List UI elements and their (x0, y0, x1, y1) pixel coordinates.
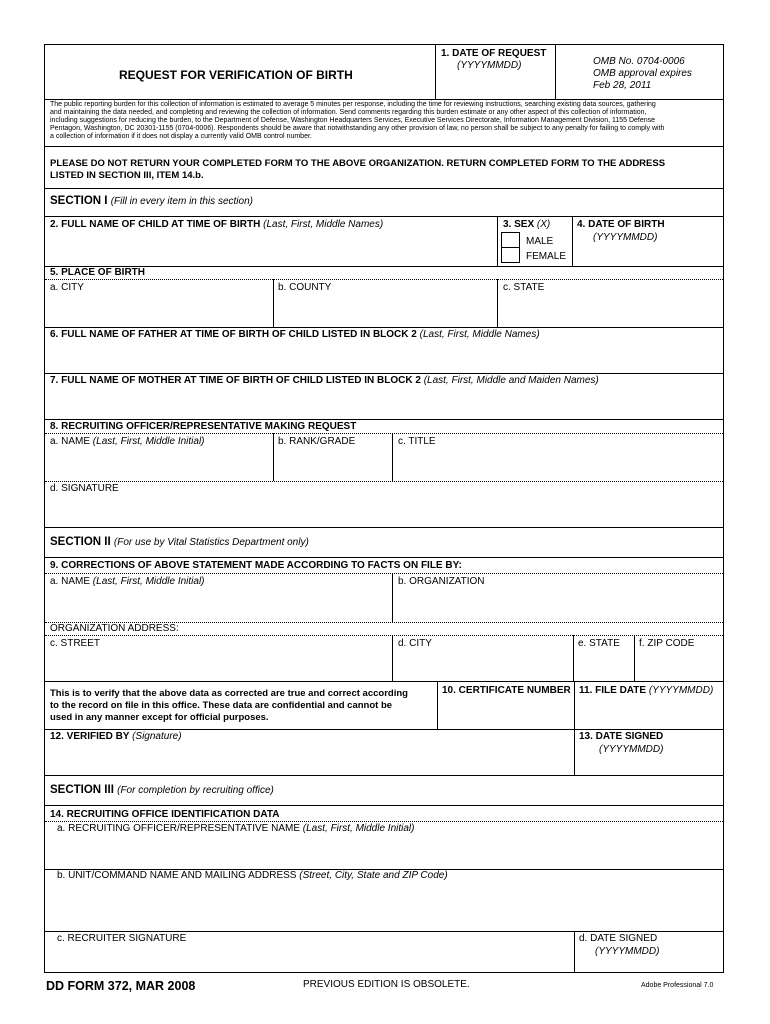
sex-female-checkbox[interactable] (501, 247, 520, 263)
county-label: b. COUNTY (278, 282, 332, 293)
date-signed-field[interactable] (576, 757, 721, 773)
recruiting-officer-label: 8. RECRUITING OFFICER/REPRESENTATIVE MAKING REQUEST (50, 421, 357, 432)
date-of-request-format: (YYYYMMDD) (457, 60, 522, 71)
verified-by-label: 12. VERIFIED BY (Signature) (50, 731, 182, 742)
omb-approval: OMB approval expires (593, 68, 692, 79)
recruiter-signature-field[interactable] (47, 946, 571, 971)
officer-signature-field[interactable] (47, 496, 721, 526)
organization-label: b. ORGANIZATION (398, 576, 485, 587)
title-label: c. TITLE (398, 436, 436, 447)
organization-field[interactable] (394, 589, 721, 620)
officer-name-field[interactable] (47, 449, 271, 479)
omb-number: OMB No. 0704-0006 (593, 56, 685, 67)
verified-by-signature-field[interactable] (47, 745, 571, 773)
mailing-address-label: b. UNIT/COMMAND NAME AND MAILING ADDRESS (Street, City, State and ZIP Code) (57, 870, 448, 881)
return-notice: PLEASE DO NOT RETURN YOUR COMPLETED FORM TO THE ABOVE ORGANIZATION. RETURN COMPLETED FORM TO THE ADDRESS LISTED IN SECTION III, ITEM 14.b. (50, 158, 666, 181)
state-label: c. STATE (503, 282, 545, 293)
date-of-birth-format: (YYYYMMDD) (593, 232, 658, 243)
corrections-name-field[interactable] (47, 589, 390, 620)
representative-name-field[interactable] (47, 837, 721, 867)
recruiter-date-signed-format: (YYYYMMDD) (595, 946, 660, 957)
recruiting-office-data-label: 14. RECRUITING OFFICE IDENTIFICATION DATA (50, 809, 280, 820)
street-label: c. STREET (50, 638, 101, 649)
file-date-label: 11. FILE DATE (YYYYMMDD) (579, 685, 714, 696)
date-of-birth-label: 4. DATE OF BIRTH (577, 219, 665, 230)
date-of-request-field[interactable] (437, 73, 553, 97)
date-of-birth-field[interactable] (574, 245, 721, 264)
form-identifier: DD FORM 372, MAR 2008 (46, 979, 196, 993)
date-signed-label: 13. DATE SIGNED (579, 731, 664, 742)
mother-name-label: 7. FULL NAME OF MOTHER AT TIME OF BIRTH OF CHILD LISTED IN BLOCK 2 (Last, First, Middle and Maiden Names) (50, 375, 599, 386)
child-name-field[interactable] (47, 232, 495, 264)
section-2-heading: SECTION II (For use by Vital Statistics Department only) (50, 536, 309, 548)
certificate-number-field[interactable] (439, 698, 572, 727)
burden-statement: The public reporting burden for this collection of information is estimated to average 5 minutes per response, including the time for reviewing instructions, searching existing data sources, gathering and maintaining the data needed, and completing and reviewing the collection of information. Send comments regarding this burden estimate or any other aspect of this collection of information, including suggestions for reducing the burden, to the Department of Defense, Washington Headquarters Services, Executive Services Directorate, Information Management Division, 1155 Defense Pentagon, Washington, DC 20301-1155 (0704-0006). Respondents should be aware that notwithstanding any other provision of law, no person shall be subject to any penalty for failing to comply with a collection of information if it does not display a currently valid OMB control number. (50, 101, 665, 140)
org-city-field[interactable] (394, 651, 571, 679)
software-note: Adobe Professional 7.0 (641, 982, 714, 989)
representative-name-label: a. RECRUITING OFFICER/REPRESENTATIVE NAME (Last, First, Middle Initial) (57, 823, 415, 834)
sex-male-label: MALE (526, 236, 554, 247)
file-date-field[interactable] (576, 698, 721, 727)
rank-grade-field[interactable] (275, 449, 390, 479)
org-state-field[interactable] (575, 651, 632, 679)
recruiter-date-signed-field[interactable] (576, 959, 721, 971)
signature-label: d. SIGNATURE (50, 483, 119, 494)
father-name-label: 6. FULL NAME OF FATHER AT TIME OF BIRTH OF CHILD LISTED IN BLOCK 2 (Last, First, Middle Names) (50, 329, 540, 340)
sex-label: 3. SEX (X) (503, 219, 551, 230)
rank-grade-label: b. RANK/GRADE (278, 436, 356, 447)
date-of-request-label: 1. DATE OF REQUEST (441, 48, 547, 59)
section-3-heading: SECTION III (For completion by recruiting office) (50, 784, 274, 796)
street-field[interactable] (47, 651, 390, 679)
form-frame (44, 44, 724, 973)
verification-statement: This is to verify that the above data as corrected are true and correct according to the record on file in this office. These data are confidential and cannot be used in any manner except for official purposes. (50, 688, 408, 723)
mother-name-field[interactable] (47, 389, 721, 418)
sex-male-checkbox[interactable] (501, 232, 520, 247)
organization-address-label: ORGANIZATION ADDRESS: (50, 623, 179, 634)
certificate-number-label: 10. CERTIFICATE NUMBER (442, 685, 571, 696)
org-state-label: e. STATE (578, 638, 620, 649)
section-1-heading: SECTION I (Fill in every item in this section) (50, 195, 253, 207)
corrections-label: 9. CORRECTIONS OF ABOVE STATEMENT MADE ACCORDING TO FACTS ON FILE BY: (50, 560, 462, 571)
officer-name-label: a. NAME (Last, First, Middle Initial) (50, 436, 205, 447)
recruiter-signature-label: c. RECRUITER SIGNATURE (57, 933, 187, 944)
city-label: a. CITY (50, 282, 84, 293)
zip-code-label: f. ZIP CODE (639, 638, 695, 649)
recruiter-date-signed-label: d. DATE SIGNED (579, 933, 658, 944)
omb-date: Feb 28, 2011 (593, 80, 652, 91)
corrections-name-label: a. NAME (Last, First, Middle Initial) (50, 576, 205, 587)
form-title: REQUEST FOR VERIFICATION OF BIRTH (119, 68, 353, 82)
sex-female-label: FEMALE (526, 251, 567, 262)
child-name-label: 2. FULL NAME OF CHILD AT TIME OF BIRTH (Last, First, Middle Names) (50, 219, 384, 230)
father-name-field[interactable] (47, 343, 721, 371)
place-of-birth-label: 5. PLACE OF BIRTH (50, 267, 146, 278)
birth-county-field[interactable] (275, 295, 495, 325)
birth-city-field[interactable] (47, 295, 271, 325)
mailing-address-field[interactable] (47, 884, 721, 929)
previous-edition-note: PREVIOUS EDITION IS OBSOLETE. (303, 979, 470, 990)
birth-state-field[interactable] (499, 295, 721, 325)
date-signed-format: (YYYYMMDD) (599, 744, 664, 755)
zip-code-field[interactable] (636, 651, 721, 679)
org-city-label: d. CITY (398, 638, 432, 649)
officer-title-field[interactable] (394, 449, 721, 479)
